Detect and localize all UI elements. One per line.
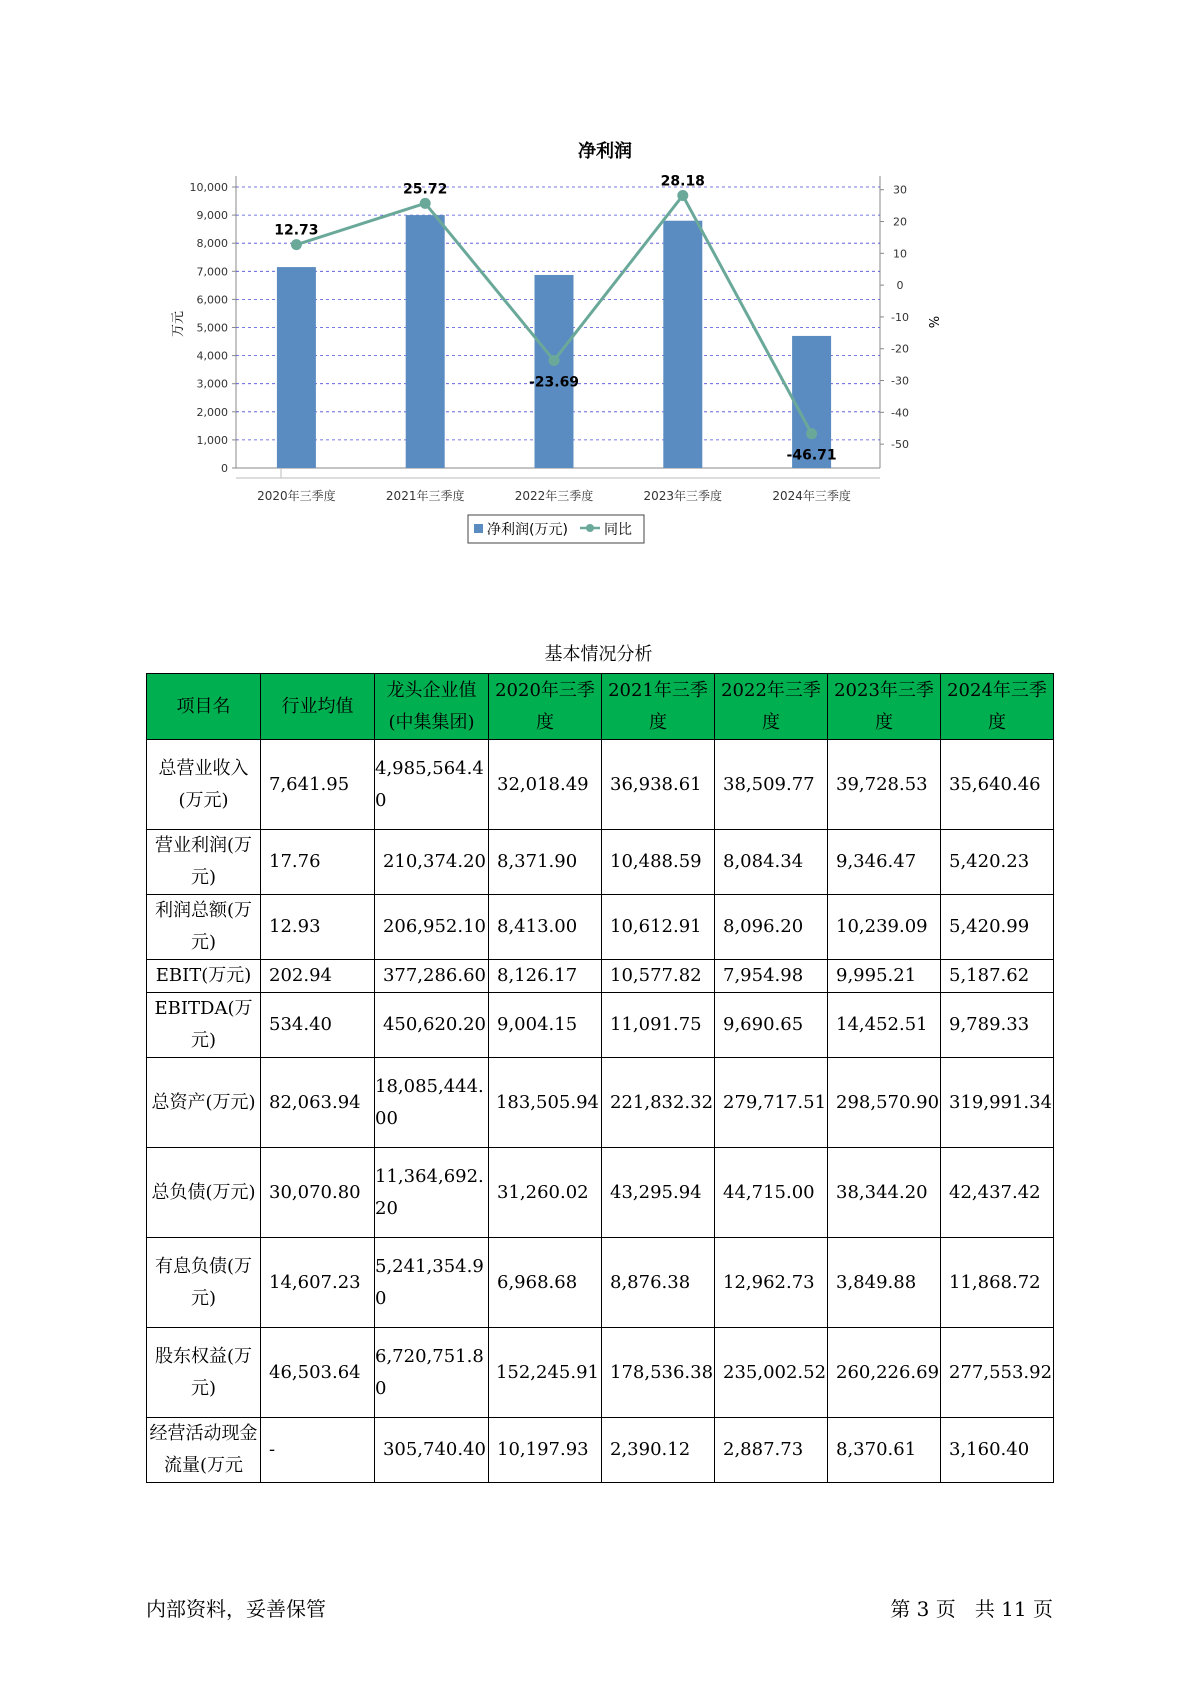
value-cell: 12.93 [261,895,375,960]
table-header-row [147,674,1054,740]
value-cell: 2,887.73 [715,1418,828,1483]
y-tick-label: 8,000 [196,237,228,251]
value-cell: 5,241,354.90 [375,1238,489,1328]
y-tick-label: 0 [221,462,228,475]
x-tick-label: 2022年三季度 [514,489,594,503]
row-label-cell: 总营业收入(万元) [147,740,261,830]
y-tick-label: 9,000 [196,209,228,223]
table-row [147,1418,1054,1483]
value-cell: 9,995.21 [828,960,941,993]
value-cell: 38,509.77 [715,740,828,830]
value-cell: 279,717.51 [715,1058,828,1148]
chart-legend [468,515,644,543]
value-cell: 260,226.69 [828,1328,941,1418]
value-cell: 17.76 [261,830,375,895]
row-label-cell: 总负债(万元) [147,1148,261,1238]
value-cell: 4,985,564.40 [375,740,489,830]
header-cell: 2022年三季度 [715,674,828,740]
yoy-point [806,428,817,439]
data-label: -23.69 [528,374,580,391]
value-cell: 10,488.59 [602,830,715,895]
y2-tick-label: -50 [891,438,909,452]
value-cell: 18,085,444.00 [375,1058,489,1148]
value-cell: 10,239.09 [828,895,941,960]
value-cell: 298,570.90 [828,1058,941,1148]
x-tick-label: 2021年三季度 [385,489,465,503]
table-row [147,740,1054,830]
y2-tick-label: -30 [891,374,909,388]
value-cell: 202.94 [261,960,375,993]
row-label-cell: 有息负债(万元) [147,1238,261,1328]
header-cell: 2021年三季度 [602,674,715,740]
table-title: 基本情况分析 [544,644,653,665]
value-cell: 3,160.40 [941,1418,1054,1483]
table-row [147,1328,1054,1418]
header-cell: 行业均值 [261,674,375,740]
header-cell: 2020年三季度 [489,674,602,740]
value-cell: 235,002.52 [715,1328,828,1418]
y-tick-label: 6,000 [196,293,228,307]
y-axis-title: 万元 [171,310,186,338]
y2-tick-label: -20 [891,342,909,356]
value-cell: 38,344.20 [828,1148,941,1238]
value-cell: 36,938.61 [602,740,715,830]
value-cell: 534.40 [261,993,375,1058]
y-tick-label: 2,000 [196,405,228,419]
row-label-cell: 利润总额(万元) [147,895,261,960]
value-cell: 12,962.73 [715,1238,828,1328]
value-cell: 5,187.62 [941,960,1054,993]
row-label-cell: EBITDA(万元) [147,993,261,1058]
value-cell: 14,452.51 [828,993,941,1058]
value-cell: 10,197.93 [489,1418,602,1483]
yoy-point [420,198,431,209]
y-tick-label: 1,000 [196,433,228,447]
value-cell: 32,018.49 [489,740,602,830]
value-cell: 9,346.47 [828,830,941,895]
bar [663,221,702,468]
value-cell: 46,503.64 [261,1328,375,1418]
header-cell: 项目名 [147,674,261,740]
table-row [147,830,1054,895]
y-tick-label: 10,000 [189,181,228,194]
value-cell: 9,789.33 [941,993,1054,1058]
table-row [147,1148,1054,1238]
value-cell: 39,728.53 [828,740,941,830]
y2-tick-label: -40 [891,406,909,420]
value-cell: 8,096.20 [715,895,828,960]
basic-analysis-table [146,673,1054,1483]
value-cell: 206,952.10 [375,895,489,960]
bar [535,275,574,468]
value-cell: 450,620.20 [375,993,489,1058]
value-cell: 11,868.72 [941,1238,1054,1328]
x-tick-label: 2023年三季度 [643,489,723,503]
value-cell: 8,084.34 [715,830,828,895]
value-cell: 10,577.82 [602,960,715,993]
value-cell: 82,063.94 [261,1058,375,1148]
table-row [147,1058,1054,1148]
value-cell: 35,640.46 [941,740,1054,830]
row-label-cell: 股东权益(万元) [147,1328,261,1418]
y-tick-label: 7,000 [196,265,228,279]
row-label-cell: 经营活动现金流量(万元 [147,1418,261,1483]
y-tick-label: 4,000 [196,349,228,363]
value-cell: 221,832.32 [602,1058,715,1148]
value-cell: 8,371.90 [489,830,602,895]
value-cell: 5,420.99 [941,895,1054,960]
data-label: 28.18 [660,173,705,190]
chart-title: 净利润 [578,141,632,162]
bar [277,267,316,468]
value-cell: 44,715.00 [715,1148,828,1238]
value-cell: - [261,1418,375,1483]
data-label: 12.73 [274,222,319,239]
y2-tick-label: 0 [896,279,904,293]
value-cell: 3,849.88 [828,1238,941,1328]
value-cell: 7,641.95 [261,740,375,830]
value-cell: 210,374.20 [375,830,489,895]
data-label: 25.72 [403,181,448,198]
legend-line-label: 同比 [604,522,632,538]
value-cell: 178,536.38 [602,1328,715,1418]
y2-tick-label: 20 [893,215,907,229]
value-cell: 42,437.42 [941,1148,1054,1238]
bar [406,215,445,468]
value-cell: 7,954.98 [715,960,828,993]
data-label: -46.71 [786,447,837,464]
y2-axis-title: % [925,315,940,329]
value-cell: 8,370.61 [828,1418,941,1483]
y-tick-label: 5,000 [196,321,228,335]
table-row [147,993,1054,1058]
value-cell: 2,390.12 [602,1418,715,1483]
value-cell: 11,364,692.20 [375,1148,489,1238]
value-cell: 8,876.38 [602,1238,715,1328]
value-cell: 8,413.00 [489,895,602,960]
value-cell: 43,295.94 [602,1148,715,1238]
legend-bar-label: 净利润(万元) [487,522,568,538]
y2-tick-label: -10 [891,310,909,324]
value-cell: 5,420.23 [941,830,1054,895]
value-cell: 305,740.40 [375,1418,489,1483]
header-cell: 2024年三季度 [941,674,1054,740]
value-cell: 8,126.17 [489,960,602,993]
x-tick-label: 2024年三季度 [772,489,851,503]
footer-page-number: 第 3 页 共 11 页 [890,1597,1053,1621]
value-cell: 152,245.91 [489,1328,602,1418]
value-cell: 14,607.23 [261,1238,375,1328]
yoy-point [677,190,688,201]
yoy-point [549,355,560,366]
value-cell: 9,004.15 [489,993,602,1058]
value-cell: 377,286.60 [375,960,489,993]
value-cell: 319,991.34 [941,1058,1054,1148]
row-label-cell: 总资产(万元) [147,1058,261,1148]
legend-line-marker [586,524,594,532]
table-row [147,1238,1054,1328]
header-cell: 龙头企业值(中集集团) [375,674,489,740]
x-tick-label: 2020年三季度 [257,489,336,503]
y-tick-label: 3,000 [196,377,228,391]
footer-confidential: 内部资料，妥善保管 [146,1597,326,1621]
row-label-cell: EBIT(万元) [147,960,261,993]
y2-tick-label: 10 [893,247,907,261]
value-cell: 277,553.92 [941,1328,1054,1418]
yoy-point [291,239,302,250]
header-cell: 2023年三季度 [828,674,941,740]
value-cell: 10,612.91 [602,895,715,960]
value-cell: 30,070.80 [261,1148,375,1238]
net-profit-chart [140,130,1020,600]
table-row [147,960,1054,993]
legend-bar-swatch [474,524,483,533]
value-cell: 31,260.02 [489,1148,602,1238]
table-row [147,895,1054,960]
value-cell: 9,690.65 [715,993,828,1058]
value-cell: 6,968.68 [489,1238,602,1328]
row-label-cell: 营业利润(万元) [147,830,261,895]
y2-tick-label: 30 [893,183,907,197]
value-cell: 183,505.94 [489,1058,602,1148]
value-cell: 11,091.75 [602,993,715,1058]
value-cell: 6,720,751.80 [375,1328,489,1418]
